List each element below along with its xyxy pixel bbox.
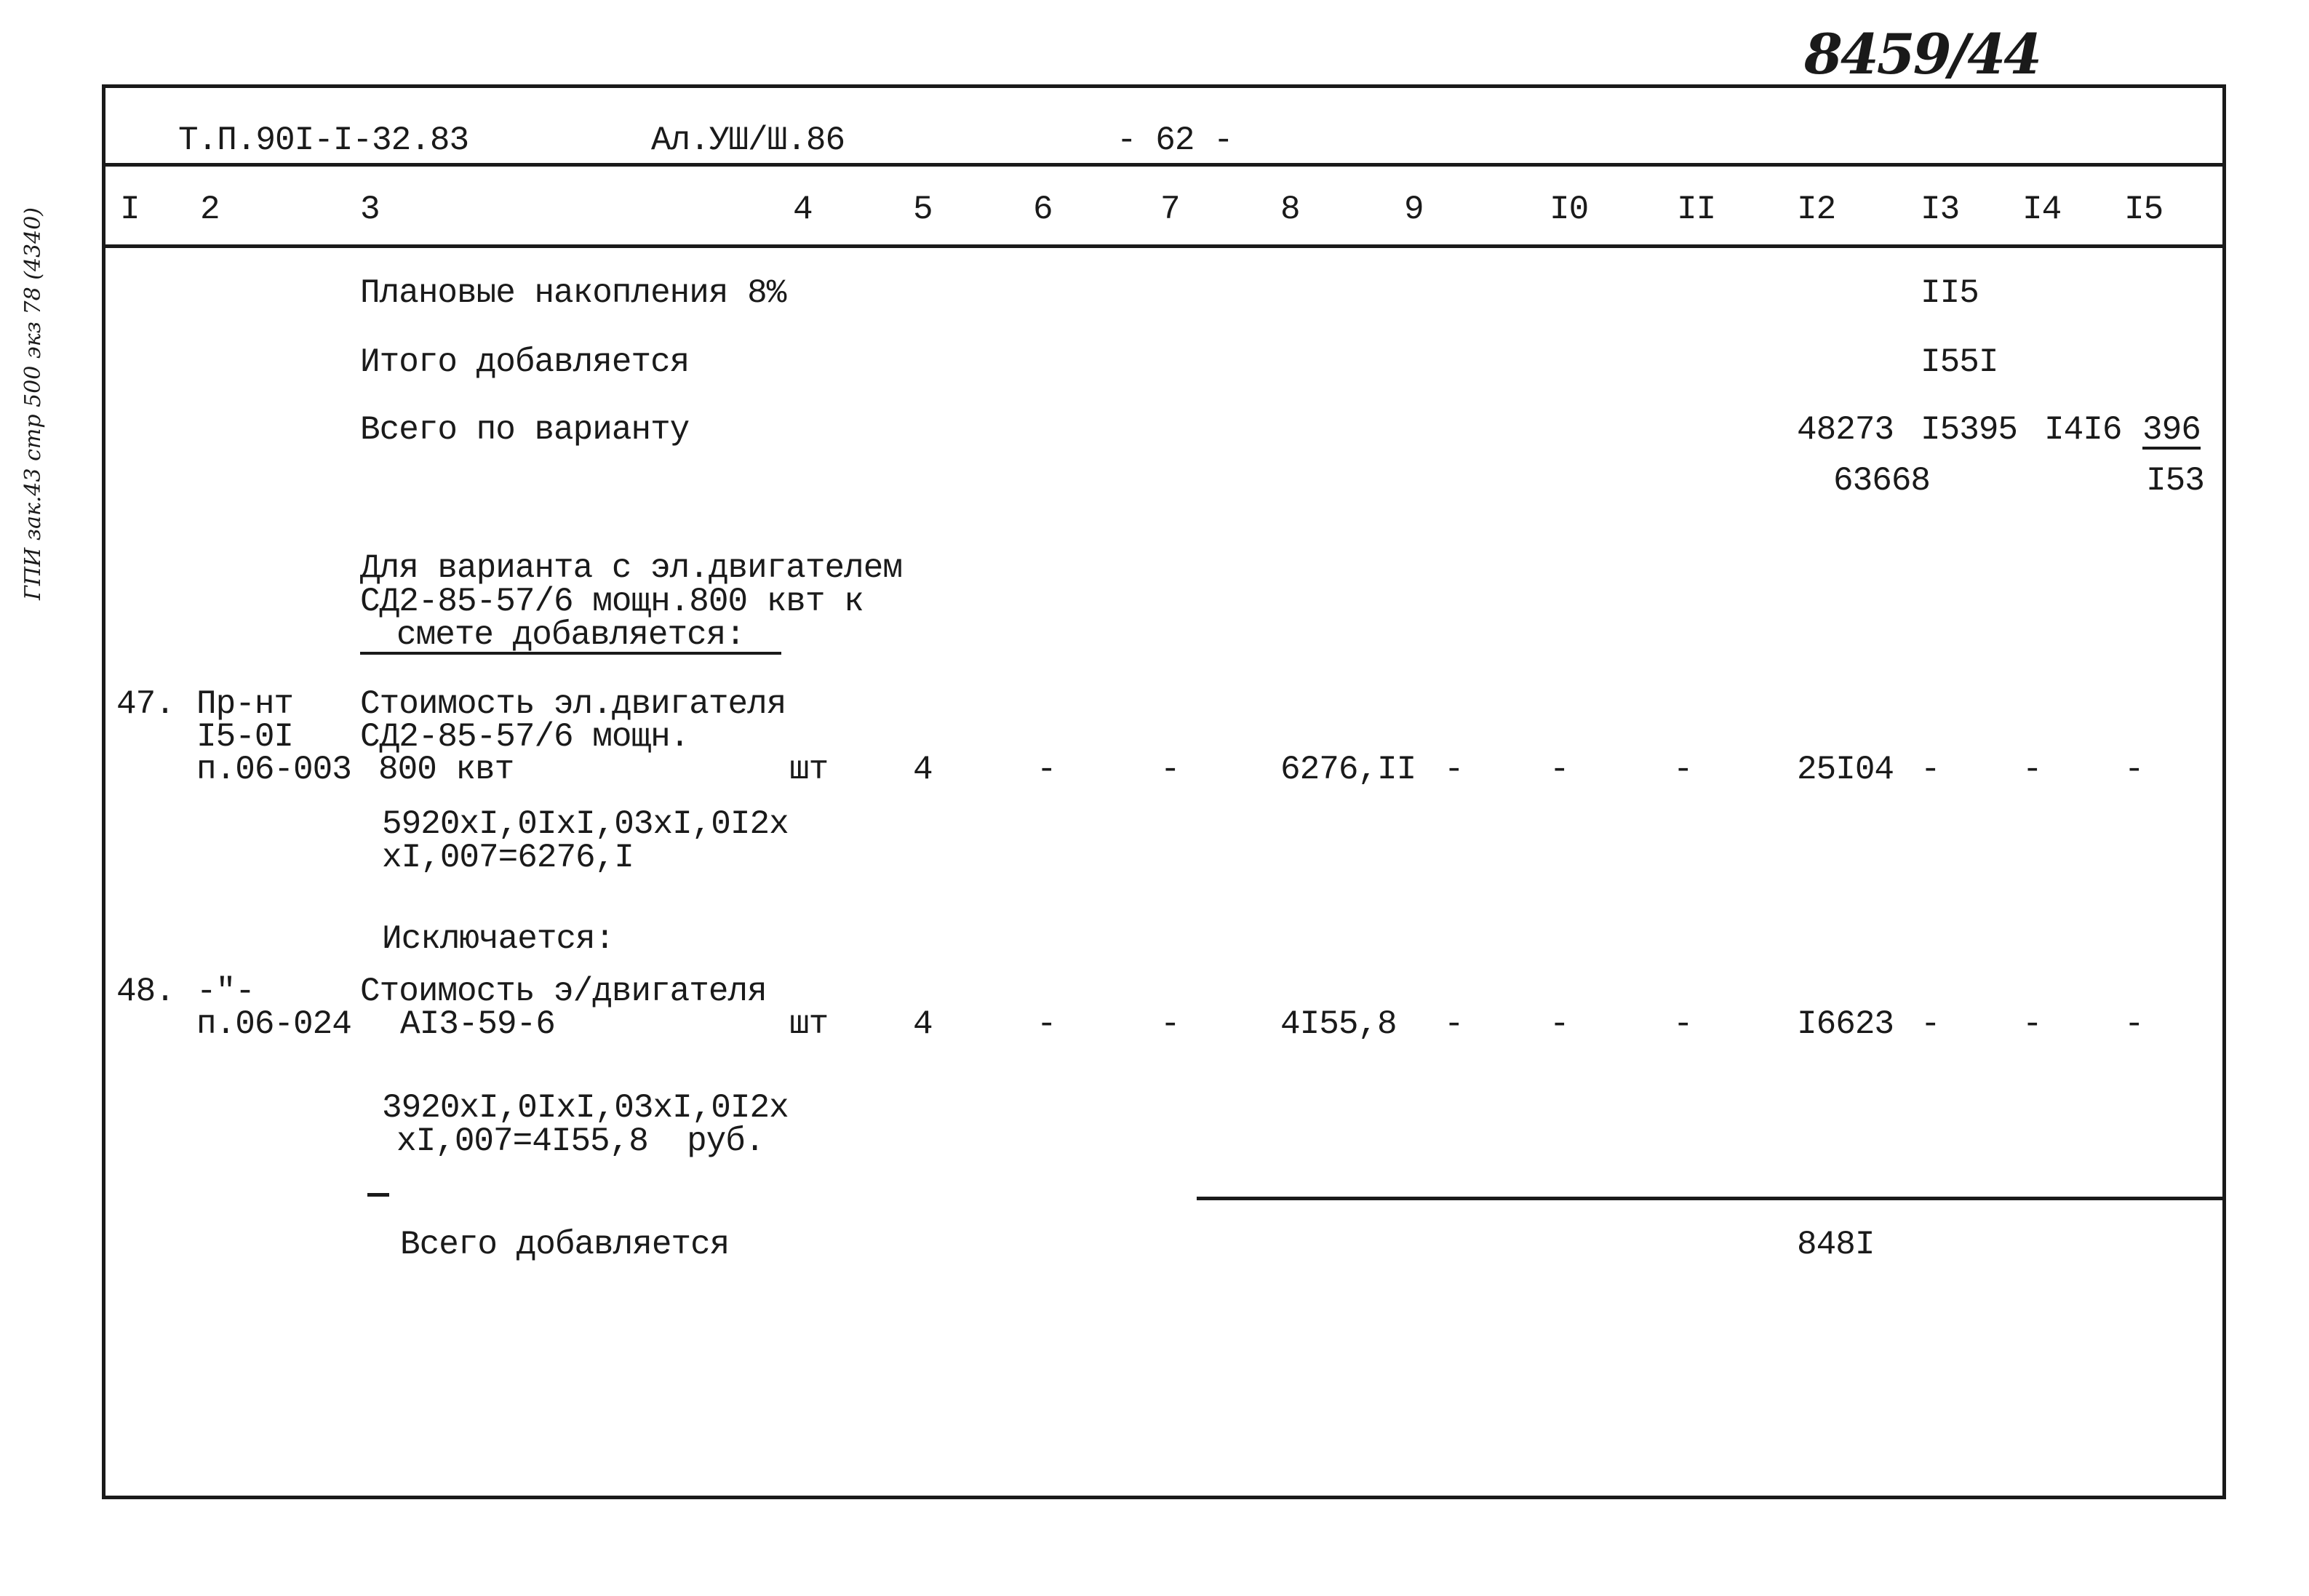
item47-c7: - <box>1160 751 1180 789</box>
item48-unit: шт <box>789 1005 829 1043</box>
section-title-3: смете добавляется: <box>360 618 781 655</box>
col-6: 6 <box>1033 191 1053 228</box>
margin-note: ГПИ зак.43 стр 500 экз 78 (4340) <box>20 207 46 600</box>
item48-code-1: -"- <box>196 973 255 1010</box>
item47-name-2: СД2-85-57/6 мощн. <box>360 718 690 756</box>
item48-num: 48. <box>116 973 175 1010</box>
col-7: 7 <box>1160 191 1180 228</box>
col-1: I <box>120 191 140 228</box>
col-4: 4 <box>793 191 813 228</box>
item47-c10: - <box>1550 751 1569 789</box>
col-2: 2 <box>200 191 220 228</box>
album-code: Ал.УШ/Ш.86 <box>651 121 845 159</box>
item47-code-2: I5-0I <box>196 718 294 756</box>
item48-calc-2: xI,007=4I55,8 руб. <box>396 1122 765 1160</box>
item48-calc-1: 3920xI,0IxI,03xI,0I2x <box>382 1089 789 1127</box>
item48-c13: - <box>1921 1005 1940 1043</box>
grand-total-label: Всего добавляется <box>400 1226 730 1264</box>
item47-code-3: п.06-003 <box>196 751 351 789</box>
grand-total-value: 848I <box>1797 1226 1875 1264</box>
col-12: I2 <box>1797 191 1836 228</box>
col-15: I5 <box>2124 191 2164 228</box>
item47-c13: - <box>1921 751 1940 789</box>
total-divider <box>1197 1197 2226 1200</box>
item47-c12: 25I04 <box>1797 751 1894 789</box>
item48-c15: - <box>2124 1005 2144 1043</box>
item47-num: 47. <box>116 685 175 723</box>
section-title-2: СД2-85-57/6 мощн.800 квт к <box>360 583 864 621</box>
item48-name-2: AI3-59-6 <box>400 1005 555 1043</box>
col-13: I3 <box>1921 191 1960 228</box>
item47-calc-2: xI,007=6276,I <box>382 839 634 877</box>
stamp-number: 8459/44 <box>1804 22 2041 87</box>
item47-unit: шт <box>789 751 829 789</box>
variant-c12: 48273 <box>1797 411 1894 449</box>
variant-c15-sub: I53 <box>2146 462 2204 500</box>
total-added-value: I55I <box>1921 343 1998 381</box>
variant-c14: I4I6 <box>2044 411 2122 449</box>
columns-divider <box>102 244 2226 248</box>
planned-label: Плановые накопления 8% <box>360 274 786 312</box>
item48-c12: I6623 <box>1797 1005 1894 1043</box>
variant-c15: 396 <box>2142 411 2201 449</box>
item48-qty: 4 <box>913 1005 933 1043</box>
variant-sub: 63668 <box>1833 462 1931 500</box>
item48-code-2: п.06-024 <box>196 1005 351 1043</box>
header-divider <box>102 163 2226 167</box>
col-5: 5 <box>913 191 933 228</box>
item48-price: 4I55,8 <box>1280 1005 1397 1043</box>
planned-value: II5 <box>1921 274 1979 312</box>
item48-c6: - <box>1037 1005 1056 1043</box>
variant-label: Всего по варианту <box>360 411 690 449</box>
col-14: I4 <box>2022 191 2062 228</box>
col-11: II <box>1677 191 1716 228</box>
item47-price: 6276,II <box>1280 751 1416 789</box>
item48-c14: - <box>2022 1005 2042 1043</box>
col-8: 8 <box>1280 191 1300 228</box>
total-added-label: Итого добавляется <box>360 343 690 381</box>
project-code: Т.П.90I-I-32.83 <box>178 121 469 159</box>
item48-c9: - <box>1444 1005 1464 1043</box>
dash-mark <box>367 1193 389 1197</box>
col-3: 3 <box>360 191 380 228</box>
section-title-1: Для варианта с эл.двигателем <box>360 549 902 587</box>
item48-c7: - <box>1160 1005 1180 1043</box>
item48-c11: - <box>1673 1005 1693 1043</box>
item47-c14: - <box>2022 751 2042 789</box>
item48-c10: - <box>1550 1005 1569 1043</box>
item47-calc-1: 5920xI,0IxI,03xI,0I2x <box>382 805 789 843</box>
item47-c15: - <box>2124 751 2144 789</box>
item47-c11: - <box>1673 751 1693 789</box>
col-9: 9 <box>1404 191 1424 228</box>
item47-code-1: Пр-нт <box>196 685 294 723</box>
variant-c13: I5395 <box>1921 411 2018 449</box>
item47-qty: 4 <box>913 751 933 789</box>
col-10: I0 <box>1550 191 1589 228</box>
excluded-label: Исключается: <box>382 920 615 958</box>
item47-name-3: 800 квт <box>378 751 514 789</box>
item47-c6: - <box>1037 751 1056 789</box>
item47-name-1: Стоимость эл.двигателя <box>360 685 786 723</box>
page-number: - 62 - <box>1117 121 1233 159</box>
item48-name-1: Стоимость э/двигателя <box>360 973 767 1010</box>
item47-c9: - <box>1444 751 1464 789</box>
